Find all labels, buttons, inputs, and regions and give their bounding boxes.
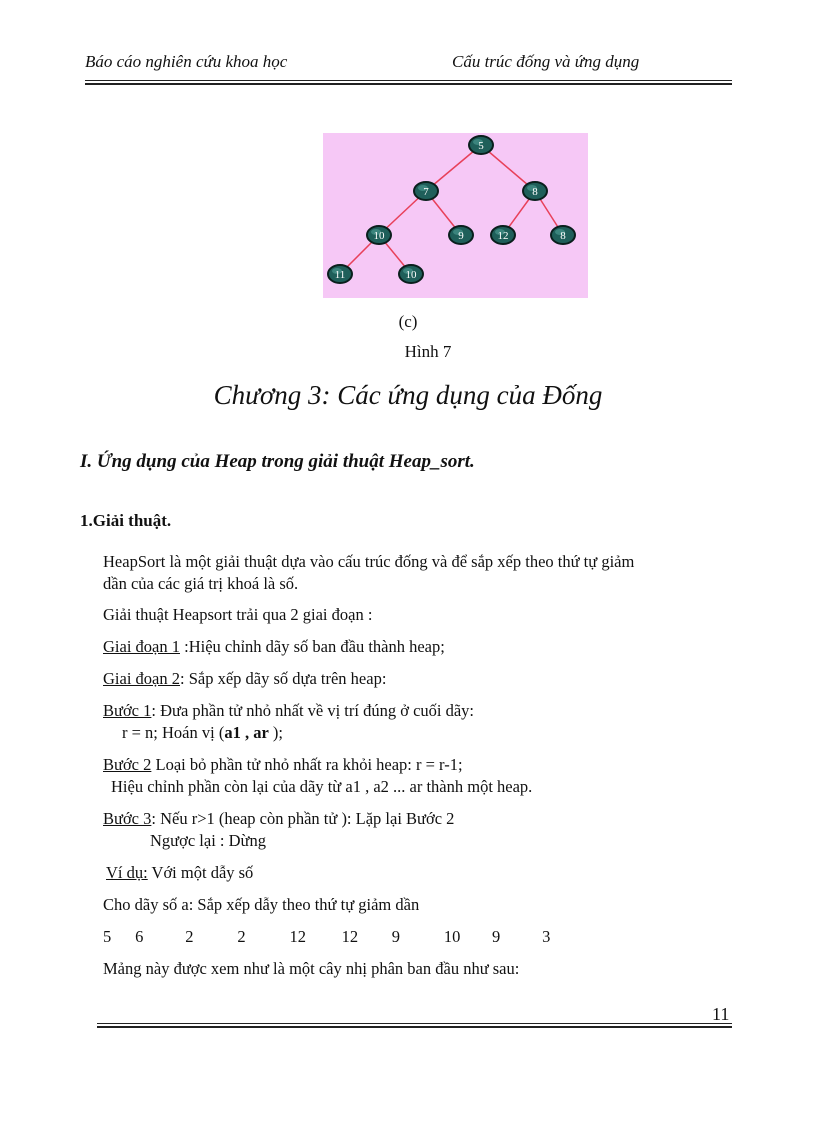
two-stages-line: Giải thuật Heapsort trải qua 2 giai đoạn : <box>103 605 373 624</box>
step-2-label: Bước 2 <box>103 755 152 774</box>
stage-2-text: : Sắp xếp dãy số dựa trên heap: <box>179 669 387 688</box>
tree-node <box>414 182 438 200</box>
step-3-text: : Nếu r>1 (heap còn phần tử ): Lặp lại Bước 2 <box>151 809 455 828</box>
heap-tree-figure <box>323 133 588 298</box>
seq-number: 6 <box>135 927 144 946</box>
tree-node-label: 9 <box>458 230 464 242</box>
step-1-label: Bước 1 <box>103 701 152 720</box>
step-2-line <box>103 754 463 776</box>
tree-node-label: 12 <box>497 230 509 242</box>
intro-line-2: dần của các giá trị khoá là số. <box>103 574 299 593</box>
given-line: Cho dãy số a: Sắp xếp dẫy theo thứ tự giảm dần <box>103 895 420 914</box>
subsection-title: 1.Giải thuật. <box>80 511 172 530</box>
seq-number: 12 <box>289 927 306 946</box>
figure-sub-label: (c) <box>398 312 418 331</box>
stage-2-line <box>103 668 386 690</box>
header-rule-thin <box>85 80 732 81</box>
tree-node <box>551 226 575 244</box>
figure-caption: Hình 7 <box>404 342 452 361</box>
seq-number: 12 <box>341 927 359 946</box>
tree-node-label: 10 <box>405 269 417 281</box>
figure-background <box>323 133 588 298</box>
step-2-text: Loại bỏ phần tử nhỏ nhất ra khỏi heap: r = r-1; <box>151 755 463 774</box>
tree-node-label: 11 <box>334 269 346 281</box>
step-3-line <box>103 808 454 830</box>
tree-node <box>491 226 515 244</box>
step-1-line-2-c: ); <box>268 723 283 742</box>
tree-node <box>449 226 473 244</box>
tree-node-label: 10 <box>373 230 385 242</box>
seq-number: 9 <box>492 927 501 946</box>
example-label: Ví dụ: <box>106 863 148 882</box>
tree-node-label: 7 <box>423 186 429 198</box>
heap-tree-svg <box>323 133 588 298</box>
tree-node-label: 5 <box>478 140 484 152</box>
tree-node <box>367 226 391 244</box>
tree-node <box>523 182 547 200</box>
tree-node-label: 8 <box>560 230 566 242</box>
chapter-title: Chương 3: Các ứng dụng của Đống <box>213 380 603 410</box>
footer-rule-thin <box>97 1023 732 1024</box>
number-sequence <box>103 926 550 948</box>
step-1-text: : Đưa phần tử nhỏ nhất về vị trí đúng ở cuối dãy: <box>151 701 475 720</box>
tree-node <box>328 265 352 283</box>
stage-1-text: :Hiệu chỉnh dãy số ban đầu thành heap; <box>179 637 445 656</box>
step-3-line-2: Ngược lại : Dừng <box>150 831 266 850</box>
seq-number: 5 <box>103 927 112 946</box>
step-1-line-2 <box>122 722 283 744</box>
seq-number: 2 <box>185 927 194 946</box>
stage-1-label: Giai đoạn 1 <box>103 637 180 656</box>
step-2-line-2: Hiệu chỉnh phần còn lại của dãy từ a1 , a2 ... ar thành một heap. <box>111 777 533 796</box>
section-title: I. Ứng dụng của Heap trong giải thuật Heap_sort. <box>80 451 475 472</box>
step-1-line-2-bold: a1 , ar <box>224 723 269 742</box>
tree-node <box>399 265 423 283</box>
example-text: Với một dẫy số <box>147 863 254 882</box>
step-1-line <box>103 700 474 722</box>
stage-1-line <box>103 636 445 658</box>
step-3-label: Bước 3 <box>103 809 152 828</box>
seq-number: 9 <box>391 927 400 946</box>
footer-rule-thick <box>97 1026 732 1028</box>
seq-number: 2 <box>237 927 246 946</box>
closing-line: Mảng này được xem như là một cây nhị phân ban đầu như sau: <box>103 959 520 978</box>
header-left-title: Báo cáo nghiên cứu khoa học <box>85 52 288 71</box>
header-right-title: Cấu trúc đống và ứng dụng <box>452 52 640 71</box>
page-number: 11 <box>712 1004 730 1024</box>
tree-node-label: 8 <box>532 186 538 198</box>
example-line <box>106 862 253 884</box>
seq-number: 3 <box>542 927 551 946</box>
header-rule-thick <box>85 83 732 85</box>
intro-line-1: HeapSort là một giải thuật dựa vào cấu trúc đống và để sắp xếp theo thứ tự giảm <box>103 552 635 571</box>
seq-number: 10 <box>443 927 461 946</box>
stage-2-label: Giai đoạn 2 <box>103 669 180 688</box>
tree-node <box>469 136 493 154</box>
step-1-line-2-a: r = n; Hoán vị ( <box>122 723 225 742</box>
